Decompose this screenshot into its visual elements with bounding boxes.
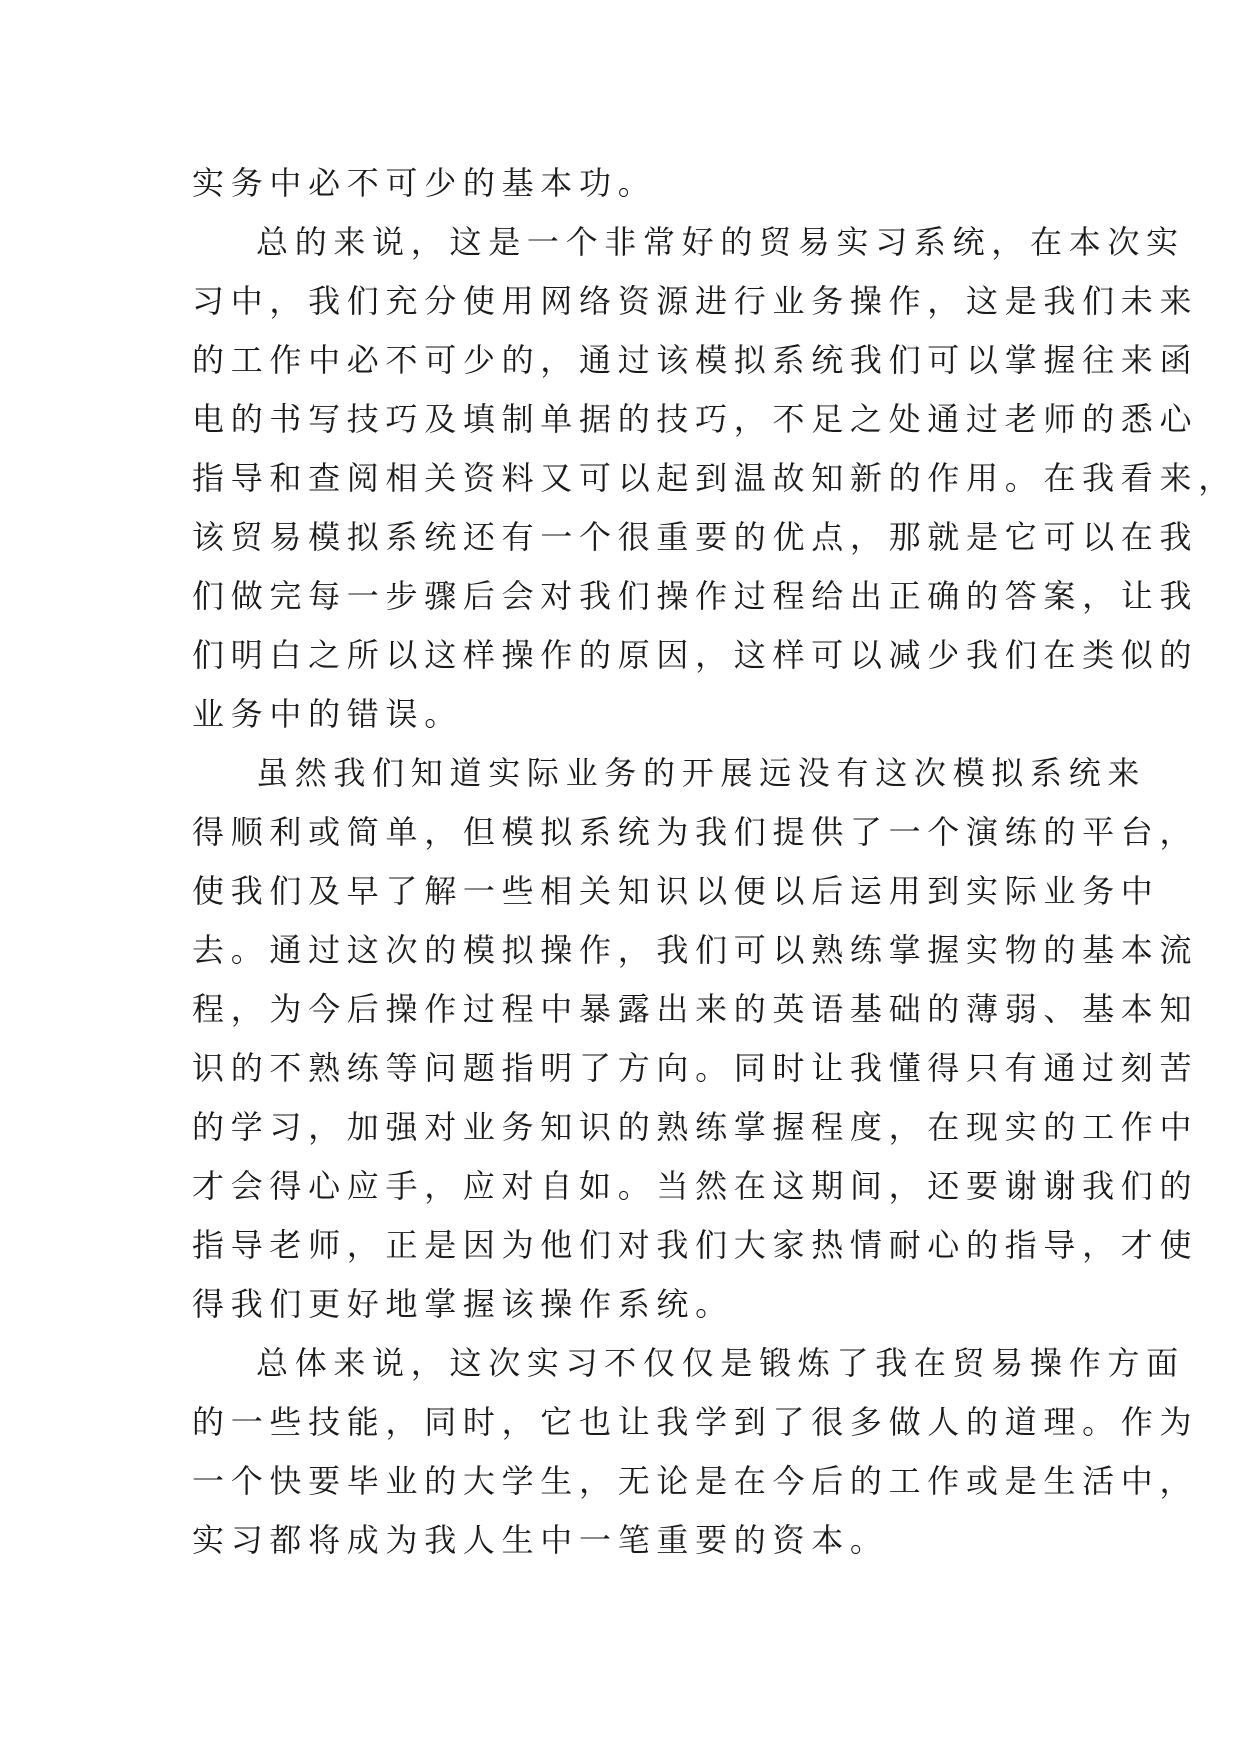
text-line: 才会得心应手，应对自如。当然在这期间，还要谢谢我们的 (192, 1167, 1199, 1205)
text-line: 指导老师，正是因为他们对我们大家热情耐心的指导，才使 (192, 1226, 1199, 1264)
text-line: 该贸易模拟系统还有一个很重要的优点，那就是它可以在我 (192, 518, 1199, 556)
text-line: 的工作中必不可少的，通过该模拟系统我们可以掌握往来函 (192, 341, 1199, 379)
text-line: 程，为今后操作过程中暴露出来的英语基础的薄弱、基本知 (192, 990, 1199, 1028)
text-line: 得我们更好地掌握该操作系统。 (192, 1285, 734, 1323)
text-line: 得顺利或简单，但模拟系统为我们提供了一个演练的平台， (192, 813, 1199, 851)
text-line: 识的不熟练等问题指明了方向。同时让我懂得只有通过刻苦 (192, 1049, 1199, 1087)
body-text (192, 154, 1237, 1570)
paragraph-start-line: 总的来说，这是一个非常好的贸易实习系统，在本次实 (256, 223, 1185, 261)
text-line: 一个快要毕业的大学生，无论是在今后的工作或是生活中， (192, 1462, 1199, 1500)
paragraph-start-line: 总体来说，这次实习不仅仅是锻炼了我在贸易操作方面 (256, 1344, 1185, 1382)
paragraph-start-line: 虽然我们知道实际业务的开展远没有这次模拟系统来 (256, 754, 1147, 792)
text-line: 的学习，加强对业务知识的熟练掌握程度，在现实的工作中 (192, 1108, 1199, 1146)
text-line: 实务中必不可少的基本功。 (192, 164, 657, 202)
text-line: 使我们及早了解一些相关知识以便以后运用到实际业务中 (192, 872, 1160, 910)
text-line: 实习都将成为我人生中一笔重要的资本。 (192, 1521, 889, 1559)
text-line: 去。通过这次的模拟操作，我们可以熟练掌握实物的基本流 (192, 931, 1199, 969)
text-line: 的一些技能，同时，它也让我学到了很多做人的道理。作为 (192, 1403, 1199, 1441)
text-line: 指导和查阅相关资料又可以起到温故知新的作用。在我看来， (192, 459, 1237, 497)
text-line: 们明白之所以这样操作的原因，这样可以减少我们在类似的 (192, 636, 1199, 674)
text-line: 们做完每一步骤后会对我们操作过程给出正确的答案，让我 (192, 577, 1199, 615)
text-line: 电的书写技巧及填制单据的技巧，不足之处通过老师的悉心 (192, 400, 1199, 438)
text-line: 习中，我们充分使用网络资源进行业务操作，这是我们未来 (192, 282, 1199, 320)
text-line: 业务中的错误。 (192, 695, 463, 733)
